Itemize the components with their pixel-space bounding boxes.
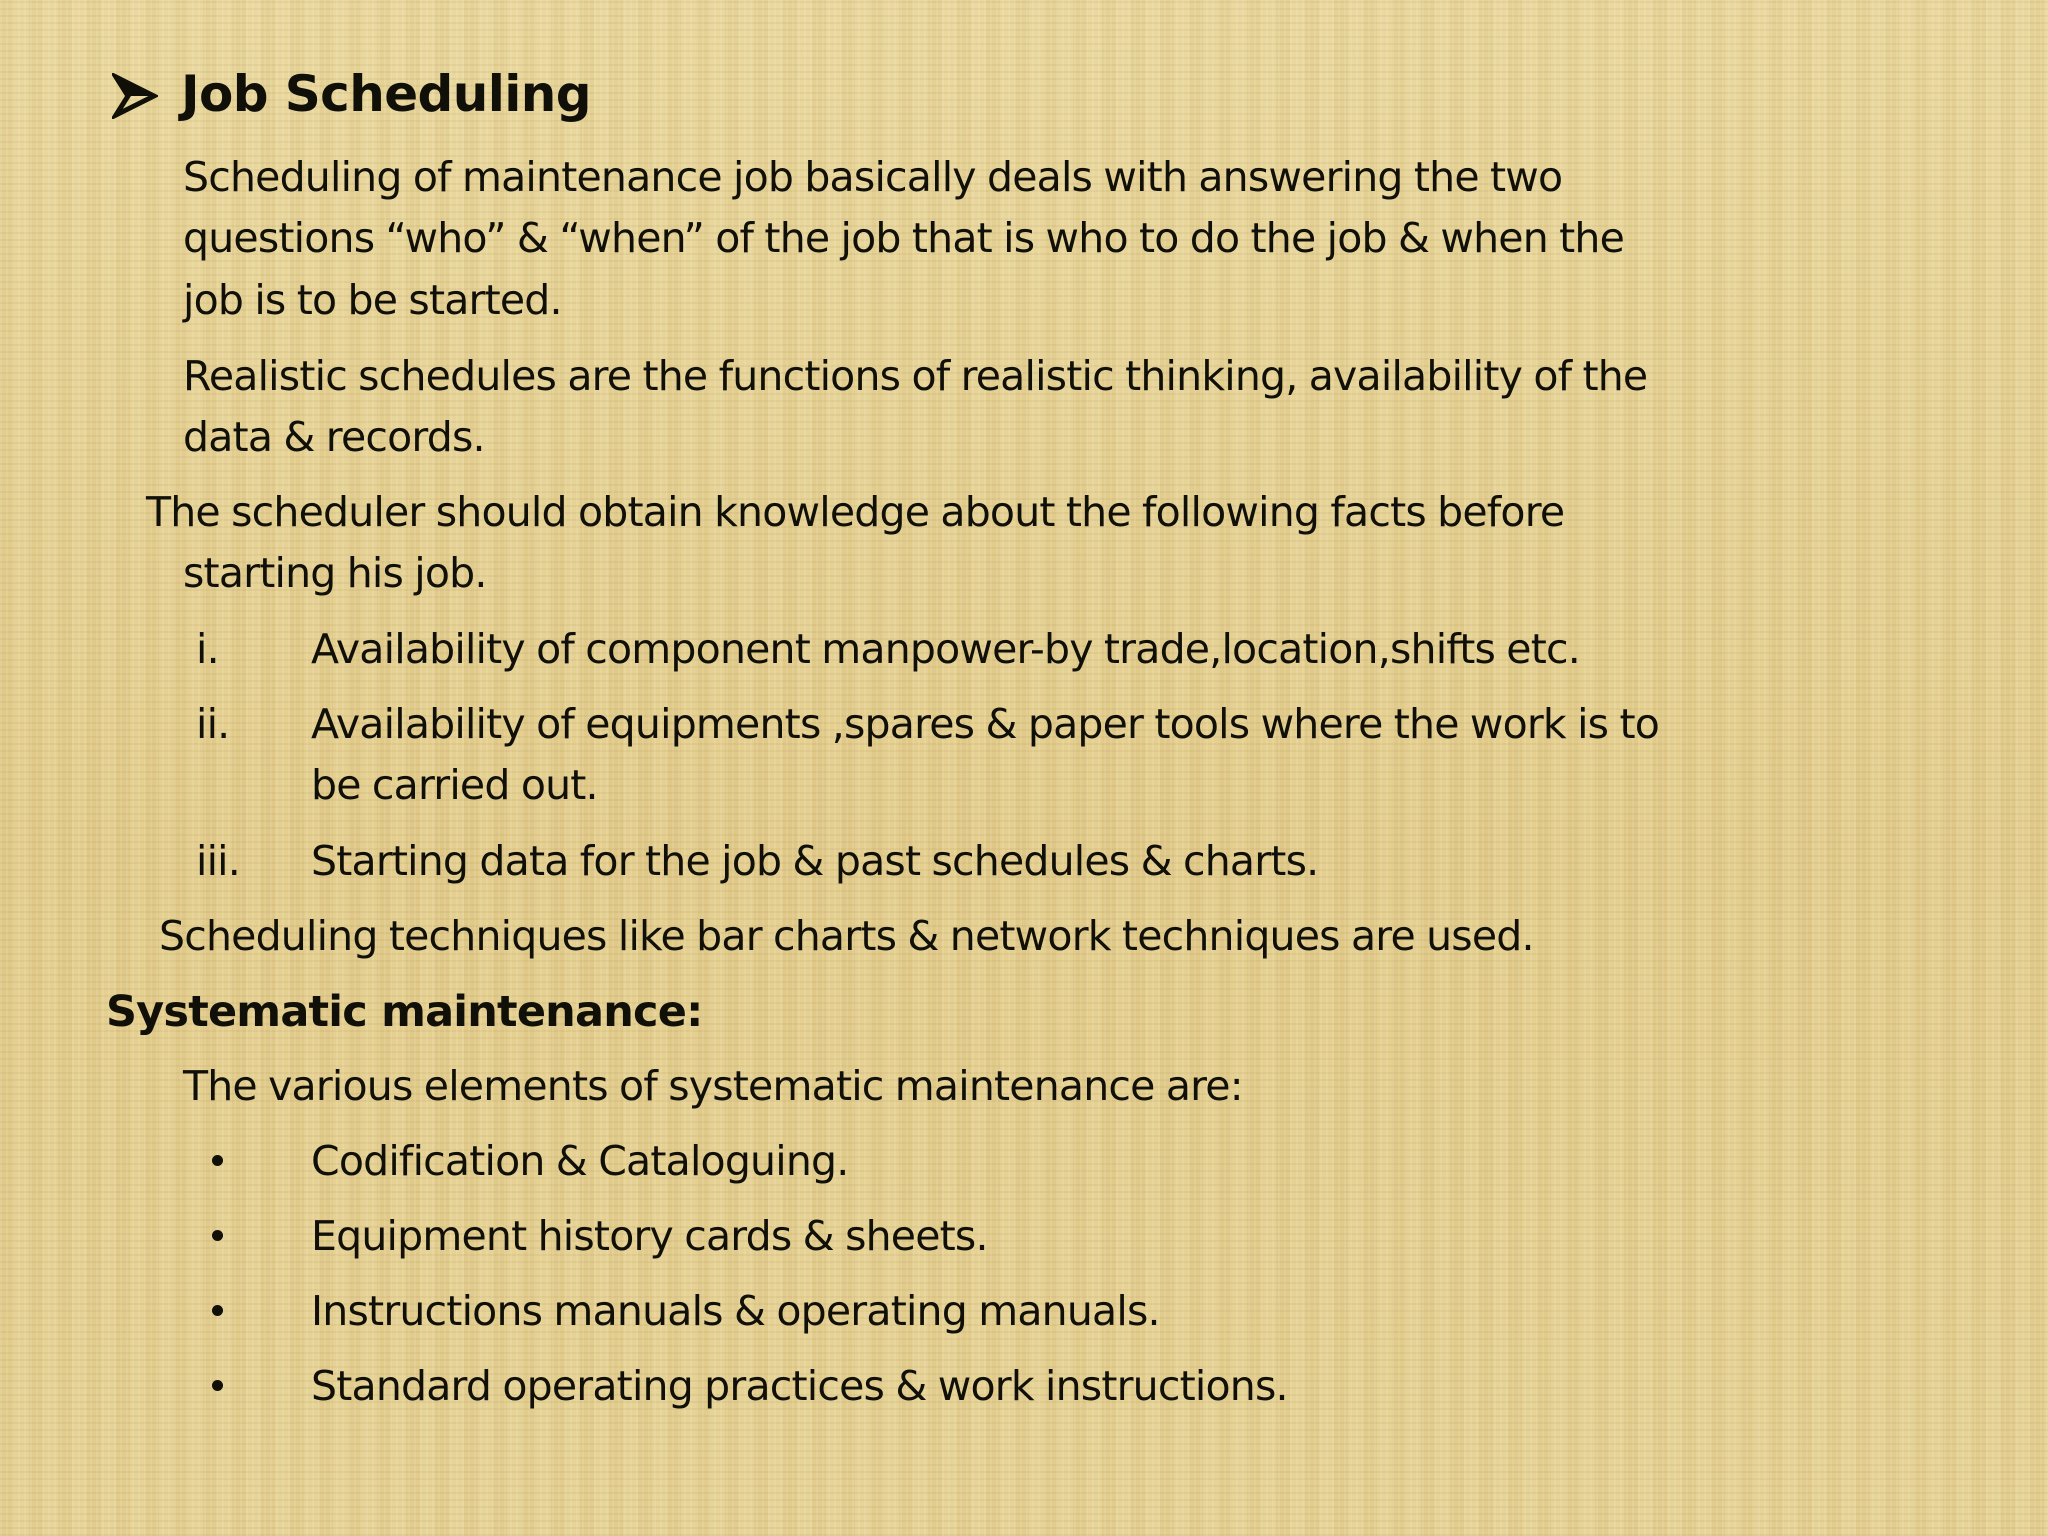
systematic-item: Equipment history cards & sheets.: [311, 1212, 988, 1260]
intro-paragraph-3-line-1: The scheduler should obtain knowledge about the following facts before: [146, 488, 1565, 536]
facts-list-marker: iii.: [196, 837, 241, 885]
systematic-item: Standard operating practices & work instructions.: [311, 1362, 1288, 1410]
arrow-bullet-icon: [112, 73, 158, 119]
facts-list-item: Availability of component manpower-by trade,location,shifts etc.: [311, 625, 1580, 673]
systematic-item: Instructions manuals & operating manuals.: [311, 1287, 1160, 1335]
intro-paragraph-2-line-1: Realistic schedules are the functions of realistic thinking, availability of the: [183, 352, 1648, 400]
facts-list-item: Starting data for the job & past schedules & charts.: [311, 837, 1319, 885]
facts-list-item: Availability of equipments ,spares & paper tools where the work is to: [311, 700, 1660, 748]
techniques-text: Scheduling techniques like bar charts & network techniques are used.: [159, 912, 1534, 960]
intro-paragraph-3-line-2: starting his job.: [183, 549, 487, 597]
intro-paragraph-1-line-1: Scheduling of maintenance job basically deals with answering the two: [183, 153, 1563, 201]
systematic-intro: The various elements of systematic maintenance are:: [183, 1062, 1243, 1110]
bullet-icon: [212, 1155, 223, 1166]
intro-paragraph-1-line-2: questions “who” & “when” of the job that is who to do the job & when the: [183, 214, 1625, 262]
systematic-heading: Systematic maintenance:: [106, 987, 703, 1037]
slide-title: Job Scheduling: [181, 65, 591, 123]
facts-list-marker: ii.: [196, 700, 230, 748]
facts-list-marker: i.: [196, 625, 219, 673]
intro-paragraph-1-line-3: job is to be started.: [183, 276, 562, 324]
bullet-icon: [212, 1305, 223, 1316]
systematic-item: Codification & Cataloguing.: [311, 1137, 849, 1185]
bullet-icon: [212, 1380, 223, 1391]
bullet-icon: [212, 1230, 223, 1241]
intro-paragraph-2-line-2: data & records.: [183, 413, 485, 461]
facts-list-item-continuation: be carried out.: [311, 761, 598, 809]
